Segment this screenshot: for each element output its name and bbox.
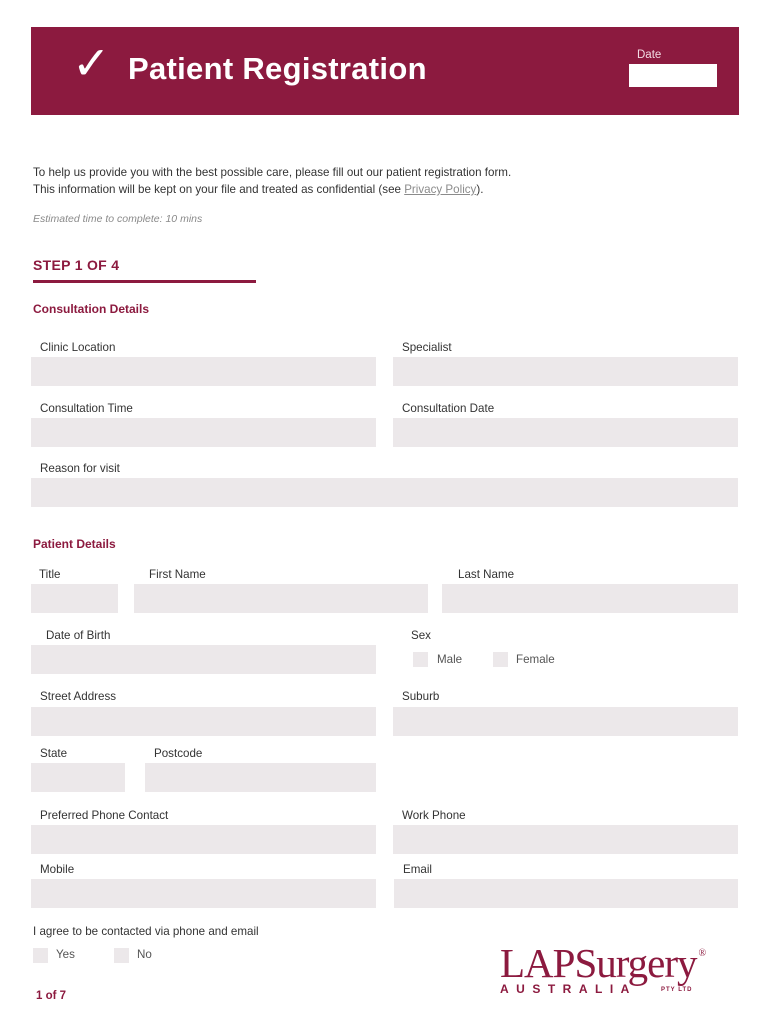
email-label: Email (403, 863, 432, 876)
suburb-field[interactable] (393, 707, 738, 736)
first-name-label: First Name (149, 568, 206, 581)
suburb-label: Suburb (402, 690, 440, 703)
last-name-label: Last Name (458, 568, 515, 581)
consultation-details-heading: Consultation Details (33, 302, 150, 316)
state-field[interactable] (31, 763, 125, 792)
consent-no-label: No (137, 948, 152, 961)
consent-yes-label: Yes (56, 948, 75, 961)
street-address-field[interactable] (31, 707, 376, 736)
first-name-field[interactable] (134, 584, 428, 613)
preferred-phone-field[interactable] (31, 825, 376, 854)
reason-for-visit-label: Reason for visit (40, 462, 120, 475)
reason-for-visit-field[interactable] (31, 478, 738, 507)
consent-yes-checkbox[interactable] (33, 948, 48, 963)
date-of-birth-label: Date of Birth (46, 629, 111, 642)
state-label: State (40, 747, 68, 760)
date-label: Date (637, 49, 662, 61)
date-field[interactable] (629, 64, 717, 87)
mobile-field[interactable] (31, 879, 376, 908)
specialist-field[interactable] (393, 357, 738, 386)
postcode-field[interactable] (145, 763, 376, 792)
estimated-time: Estimated time to complete: 10 mins (33, 213, 203, 225)
email-field[interactable] (394, 879, 738, 908)
female-checkbox[interactable] (493, 652, 508, 667)
preferred-phone-label: Preferred Phone Contact (40, 809, 169, 822)
logo-pty-ltd: PTY LTD (661, 987, 693, 993)
title-label: Title (39, 568, 61, 581)
date-of-birth-field[interactable] (31, 645, 376, 674)
consultation-time-label: Consultation Time (40, 402, 133, 415)
postcode-label: Postcode (154, 747, 203, 760)
consent-label: I agree to be contacted via phone and email (33, 925, 259, 938)
page-number: 1 of 7 (36, 990, 67, 1002)
patient-details-heading: Patient Details (33, 537, 116, 551)
street-address-label: Street Address (40, 690, 117, 703)
logo-wordmark (500, 940, 706, 986)
specialist-label: Specialist (402, 341, 452, 354)
sex-label: Sex (411, 629, 431, 642)
male-checkbox[interactable] (413, 652, 428, 667)
step-indicator: STEP 1 OF 4 (33, 257, 120, 273)
logo-main-text: LAPSurgery (500, 940, 697, 986)
consultation-date-field[interactable] (393, 418, 738, 447)
page-title: Patient Registration (128, 51, 427, 86)
mobile-label: Mobile (40, 863, 75, 876)
intro-text (33, 164, 733, 198)
consultation-date-label: Consultation Date (402, 402, 495, 415)
intro-line-2 (33, 181, 733, 198)
clinic-location-label: Clinic Location (40, 341, 116, 354)
privacy-policy-link[interactable]: Privacy Policy (404, 183, 477, 196)
intro-line-2-text: This information will be kept on your file and treated as confidential (see (33, 183, 405, 196)
intro-line-2-end: ). (476, 183, 484, 196)
female-label: Female (516, 653, 555, 666)
intro-line-1: To help us provide you with the best possible care, please fill out our patient registration form. (33, 166, 512, 179)
work-phone-field[interactable] (393, 825, 738, 854)
male-label: Male (437, 653, 463, 666)
title-field[interactable] (31, 584, 118, 613)
consent-no-checkbox[interactable] (114, 948, 129, 963)
clinic-location-field[interactable] (31, 357, 376, 386)
last-name-field[interactable] (442, 584, 738, 613)
logo-country: AUSTRALIA (500, 982, 637, 996)
checkmark-icon: ✓ (72, 36, 111, 90)
registered-icon: ® (698, 948, 706, 959)
consultation-time-field[interactable] (31, 418, 376, 447)
step-underline (33, 280, 256, 283)
work-phone-label: Work Phone (402, 809, 466, 822)
